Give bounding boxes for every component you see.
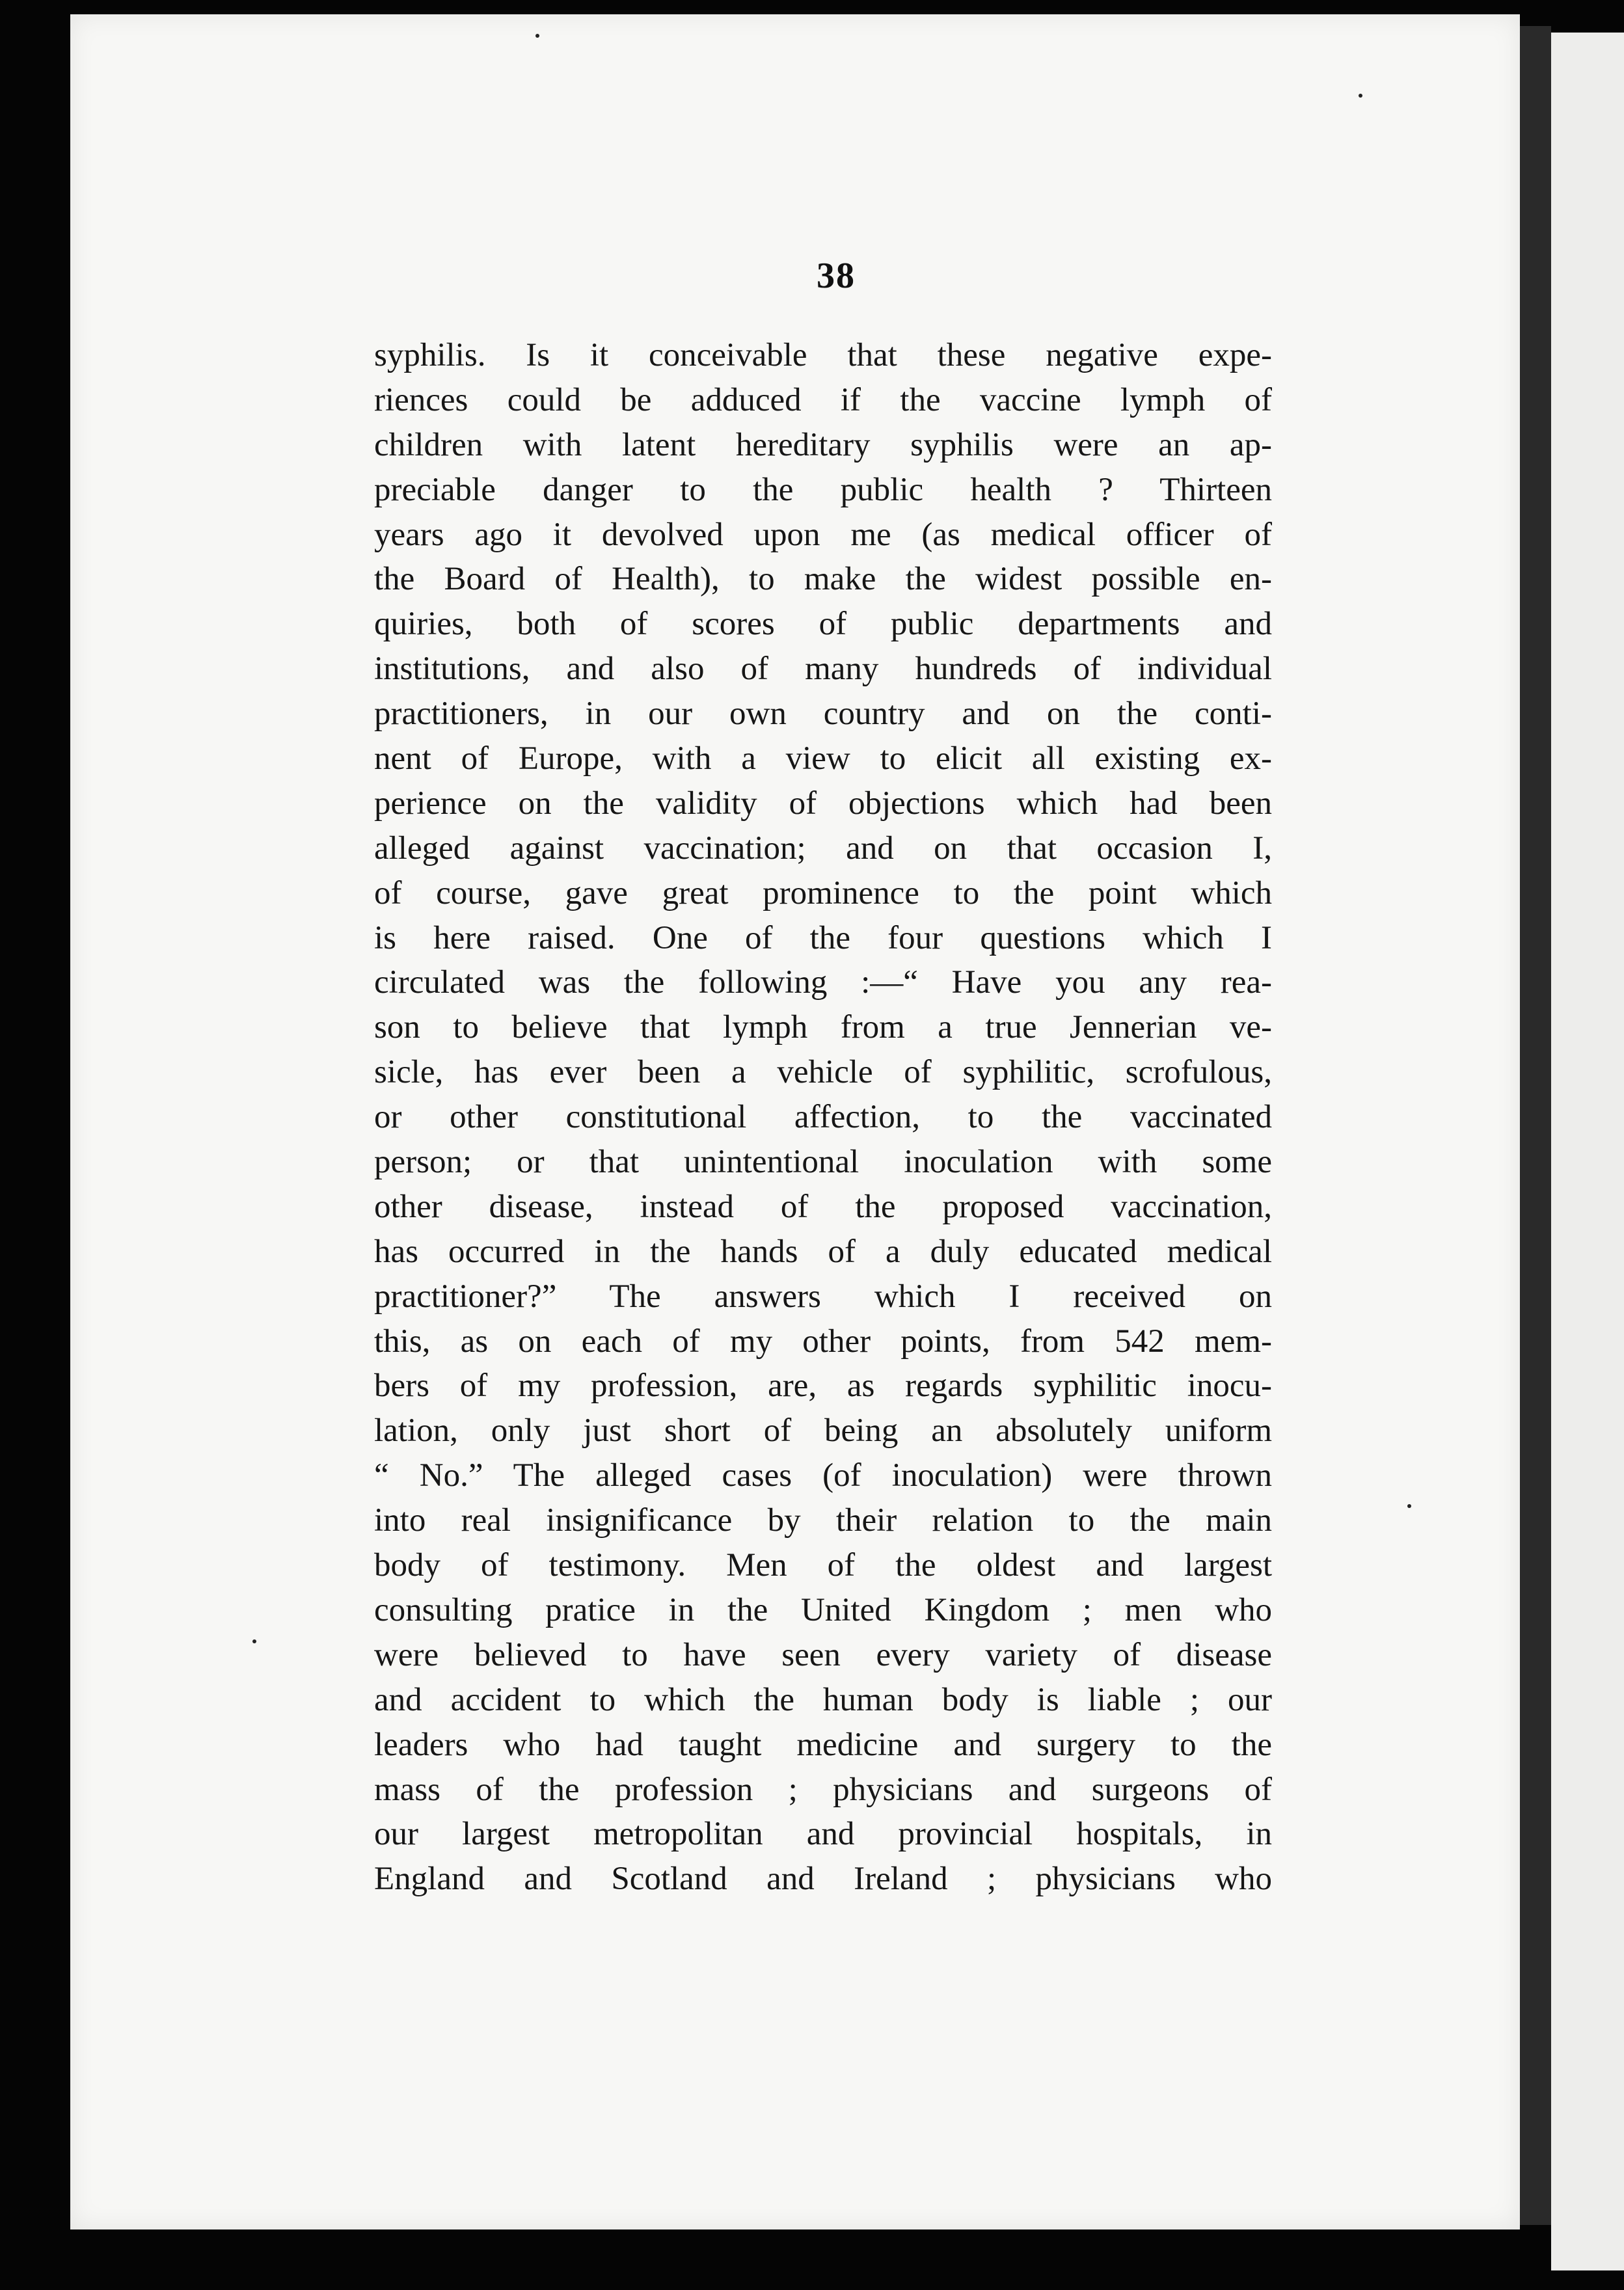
text-line: bers of my profession, are, as regards syphilitic inocu- <box>374 1367 1272 1405</box>
text-line: of course, gave great prominence to the point which <box>374 874 1272 911</box>
text-line: into real insignificance by their relation to the main <box>374 1502 1272 1539</box>
body-text <box>374 333 1272 1902</box>
ink-speck <box>1359 94 1362 98</box>
ink-speck <box>1407 1504 1411 1508</box>
text-line: quiries, both of scores of public departments and <box>374 606 1272 643</box>
text-line: sicle, has ever been a vehicle of syphilitic, scrofulous, <box>374 1054 1272 1091</box>
book-gutter-shadow <box>1520 26 1551 2225</box>
text-line: this, as on each of my other points, from 542 mem- <box>374 1323 1272 1360</box>
text-line: practitioners, in our own country and on the conti- <box>374 695 1272 733</box>
text-line: son to believe that lymph from a true Jennerian ve- <box>374 1009 1272 1046</box>
text-line: alleged against vaccination; and on that occasion I, <box>374 829 1272 867</box>
text-line: nent of Europe, with a view to elicit all existing ex- <box>374 740 1272 777</box>
ink-speck <box>252 1639 256 1643</box>
text-line: practitioner?” The answers which I received on <box>374 1278 1272 1315</box>
text-line: is here raised. One of the four questions which I <box>374 919 1272 956</box>
adjacent-page-edge <box>1551 33 1624 2270</box>
text-line: person; or that unintentional inoculation with some <box>374 1144 1272 1181</box>
page-number: 38 <box>817 256 856 296</box>
ink-speck <box>535 34 539 38</box>
text-line: institutions, and also of many hundreds of individual <box>374 651 1272 688</box>
text-line: “ No.” The alleged cases (of inoculation) were thrown <box>374 1457 1272 1494</box>
text-line: were believed to have seen every variety of disease <box>374 1636 1272 1673</box>
text-line: mass of the profession ; physicians and surgeons of <box>374 1771 1272 1808</box>
text-line: circulated was the following :—“ Have you any rea- <box>374 964 1272 1001</box>
text-line: syphilis. Is it conceivable that these negative expe- <box>374 337 1272 373</box>
text-line: leaders who had taught medicine and surgery to the <box>374 1726 1272 1763</box>
text-line: or other constitutional affection, to the vaccinated <box>374 1099 1272 1136</box>
text-line: other disease, instead of the proposed vaccination, <box>374 1188 1272 1225</box>
text-line: riences could be adduced if the vaccine lymph of <box>374 381 1272 418</box>
text-line: England and Scotland and Ireland ; physicians who <box>374 1861 1272 1898</box>
text-line: years ago it devolved upon me (as medical officer of <box>374 516 1272 553</box>
text-line: the Board of Health), to make the widest possible en- <box>374 561 1272 598</box>
text-line: body of testimony. Men of the oldest and largest <box>374 1547 1272 1584</box>
text-line: lation, only just short of being an absolutely uniform <box>374 1412 1272 1449</box>
text-line: and accident to which the human body is liable ; our <box>374 1681 1272 1718</box>
text-line: children with latent hereditary syphilis were an ap- <box>374 426 1272 463</box>
text-line: has occurred in the hands of a duly educated medical <box>374 1233 1272 1270</box>
text-line: perience on the validity of objections which had been <box>374 785 1272 822</box>
text-line: our largest metropolitan and provincial hospitals, in <box>374 1816 1272 1853</box>
text-line: consulting pratice in the United Kingdom ; men who <box>374 1591 1272 1628</box>
text-line: preciable danger to the public health ? Thirteen <box>374 471 1272 508</box>
